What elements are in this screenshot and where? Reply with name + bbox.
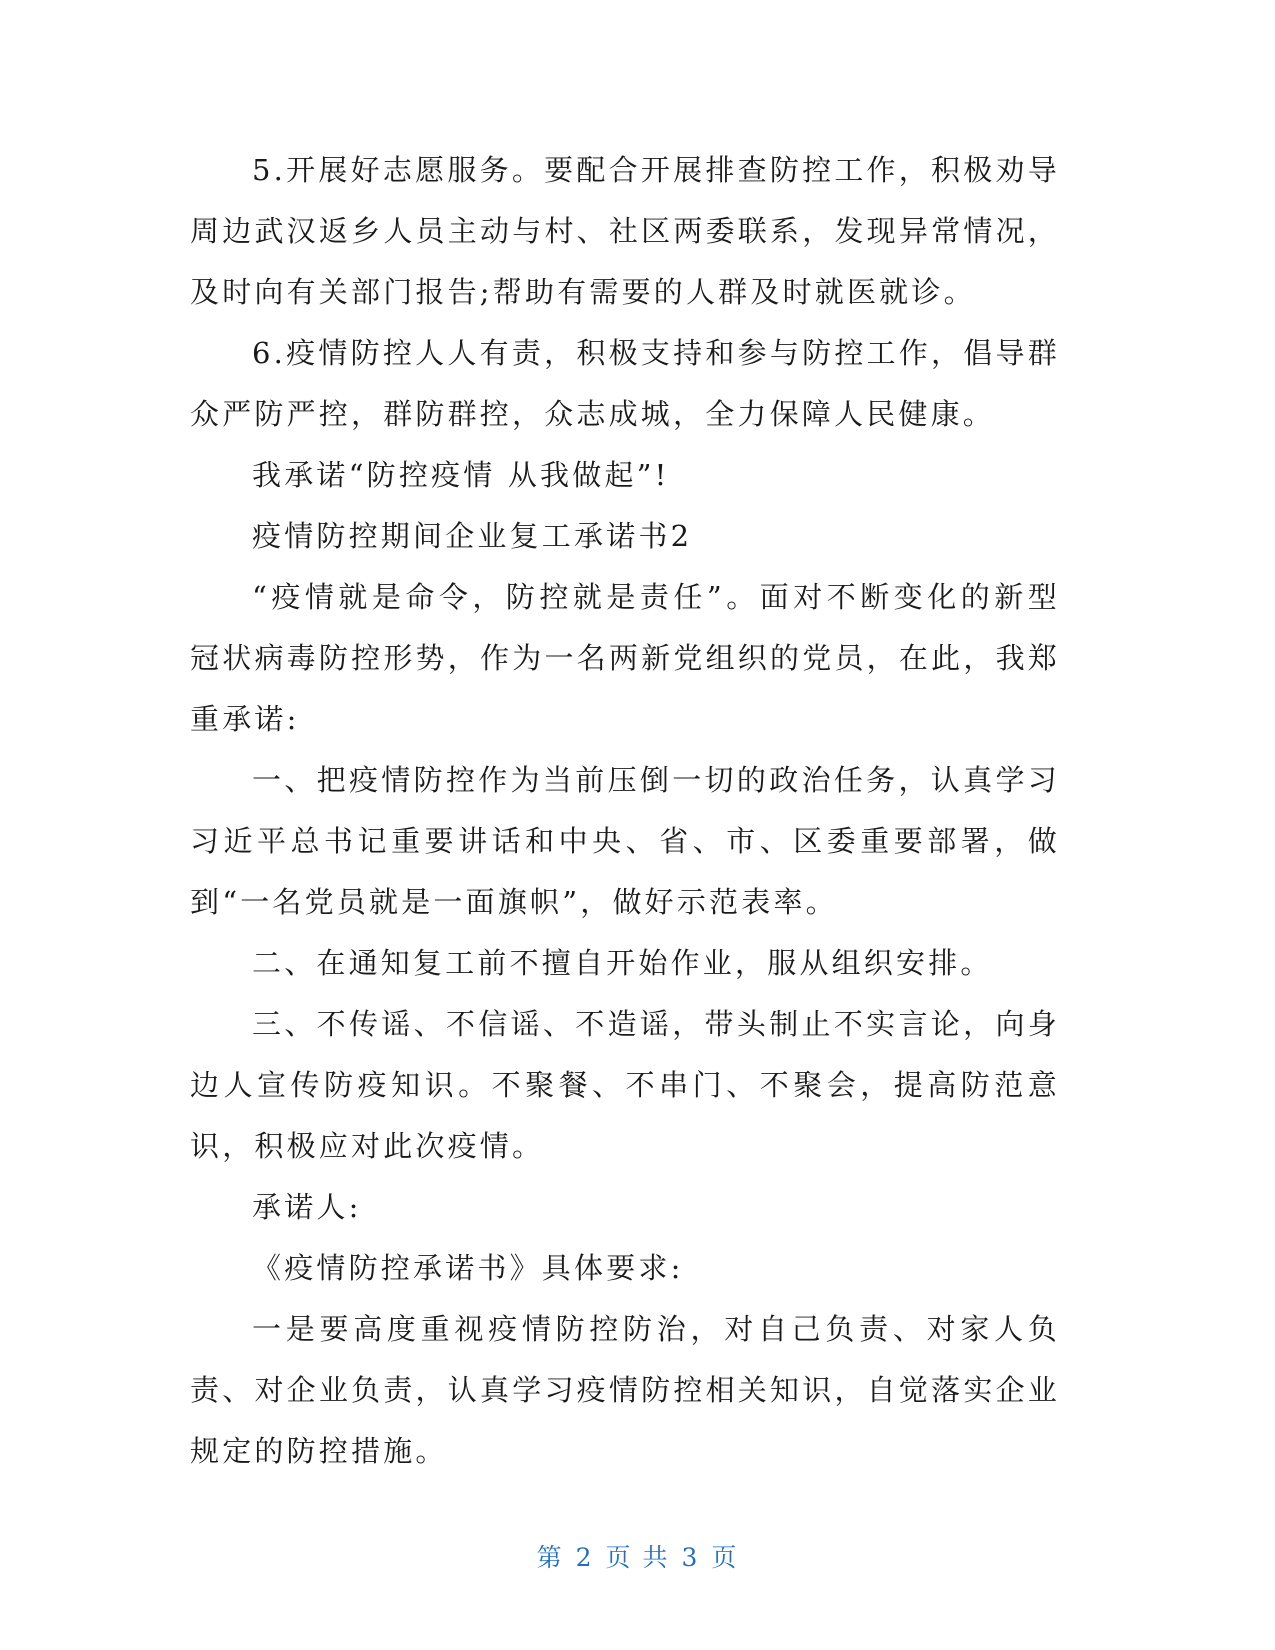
paragraph-11: 一是要高度重视疫情防控防治，对自己负责、对家人负责、对企业负责，认真学习疫情防控相关知识，自觉落实企业规定的防控措施。 [190,1312,1060,1468]
paragraph-6: 一、把疫情防控作为当前压倒一切的政治任务，认真学习习近平总书记重要讲话和中央、省、市、区委重要部署，做到“一名党员就是一面旗帜”，做好示范表率。 [190,763,1060,919]
paragraph-3: 我承诺“防控疫情 从我做起”! [252,458,670,492]
requirements-heading: 《疫情防控承诺书》具体要求: [252,1251,684,1285]
paragraph-5: “疫情就是命令，防控就是责任”。面对不断变化的新型冠状病毒防控形势，作为一名两新党组织的党员，在此，我郑重承诺: [190,580,1060,736]
section-heading: 疫情防控期间企业复工承诺书2 [252,519,693,553]
footer-suffix: 页 [711,1543,739,1572]
document-body [190,140,1060,1482]
footer-total-pages: 3 [681,1543,700,1572]
paragraph-7: 二、在通知复工前不擅自开始作业，服从组织安排。 [252,946,993,980]
paragraph-1: 5.开展好志愿服务。要配合开展排查防控工作，积极劝导周边武汉返乡人员主动与村、社区两委联系，发现异常情况，及时向有关部门报告;帮助有需要的人群及时就医就诊。 [190,153,1060,309]
footer-current-page: 2 [575,1543,594,1572]
footer-middle: 页 共 [605,1543,670,1572]
page-footer [0,1538,1275,1574]
paragraph-2: 6.疫情防控人人有责，积极支持和参与防控工作，倡导群众严防严控，群防群控，众志成城，全力保障人民健康。 [190,336,1060,431]
footer-prefix: 第 [536,1543,564,1572]
paragraph-8: 三、不传谣、不信谣、不造谣，带头制止不实言论，向身边人宣传防疫知识。不聚餐、不串门、不聚会，提高防范意识，积极应对此次疫情。 [190,1007,1060,1163]
signatory-label: 承诺人: [252,1190,362,1224]
